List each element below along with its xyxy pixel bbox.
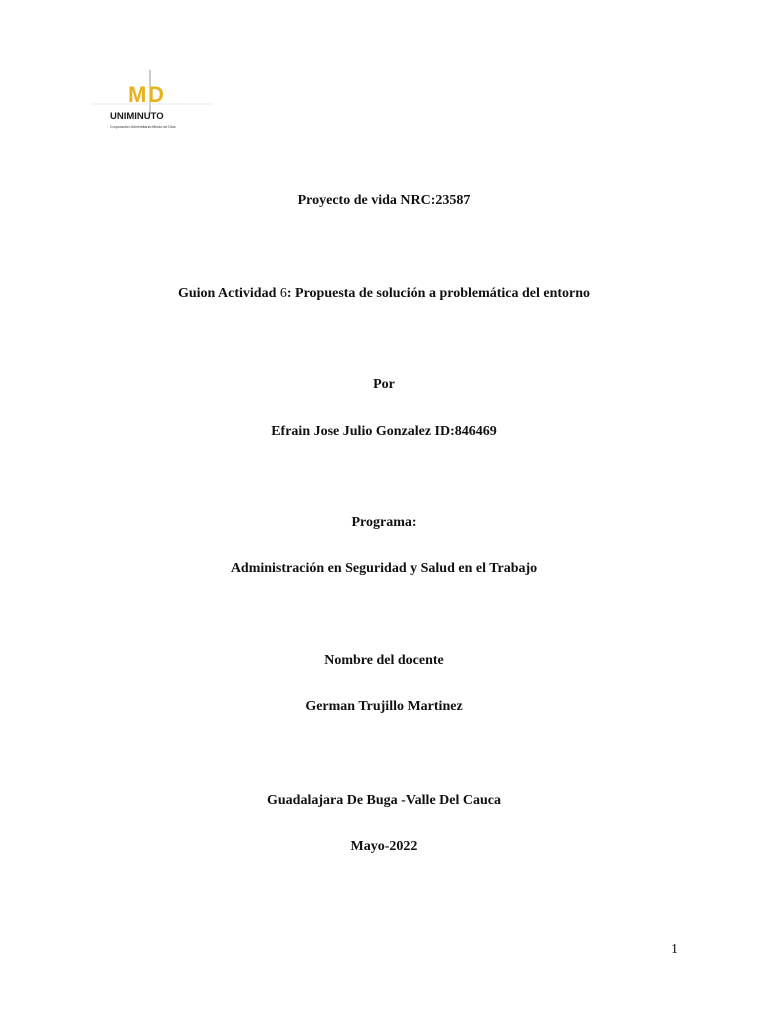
activity-number: 6	[279, 286, 287, 301]
course-title: Proyecto de vida NRC:23587	[297, 193, 471, 208]
author-name: Efrain Jose Julio Gonzalez ID:846469	[271, 424, 497, 439]
program-name: Administración en Seguridad y Salud en el Trabajo	[230, 561, 538, 576]
svg-text:M: M	[128, 82, 147, 107]
by-label: Por	[373, 377, 395, 392]
logo-tagline: Corporación Universitaria Minuto de Dios	[110, 125, 176, 129]
activity-name: : Propuesta de solución a problemática del entorno	[286, 286, 591, 301]
activity-title	[0, 285, 768, 303]
teacher-name: German Trujillo Martinez	[305, 699, 463, 714]
uniminuto-logo	[92, 66, 212, 136]
place: Guadalajara De Buga -Valle Del Cauca	[267, 793, 501, 808]
svg-text:D: D	[148, 82, 164, 107]
activity-prefix: Guion Actividad	[177, 286, 277, 301]
date: Mayo-2022	[350, 839, 418, 854]
logo-name: UNIMINUTO	[110, 111, 164, 122]
page-number: 1	[671, 942, 678, 957]
program-label: Programa:	[351, 515, 417, 530]
teacher-label: Nombre del docente	[324, 653, 444, 668]
